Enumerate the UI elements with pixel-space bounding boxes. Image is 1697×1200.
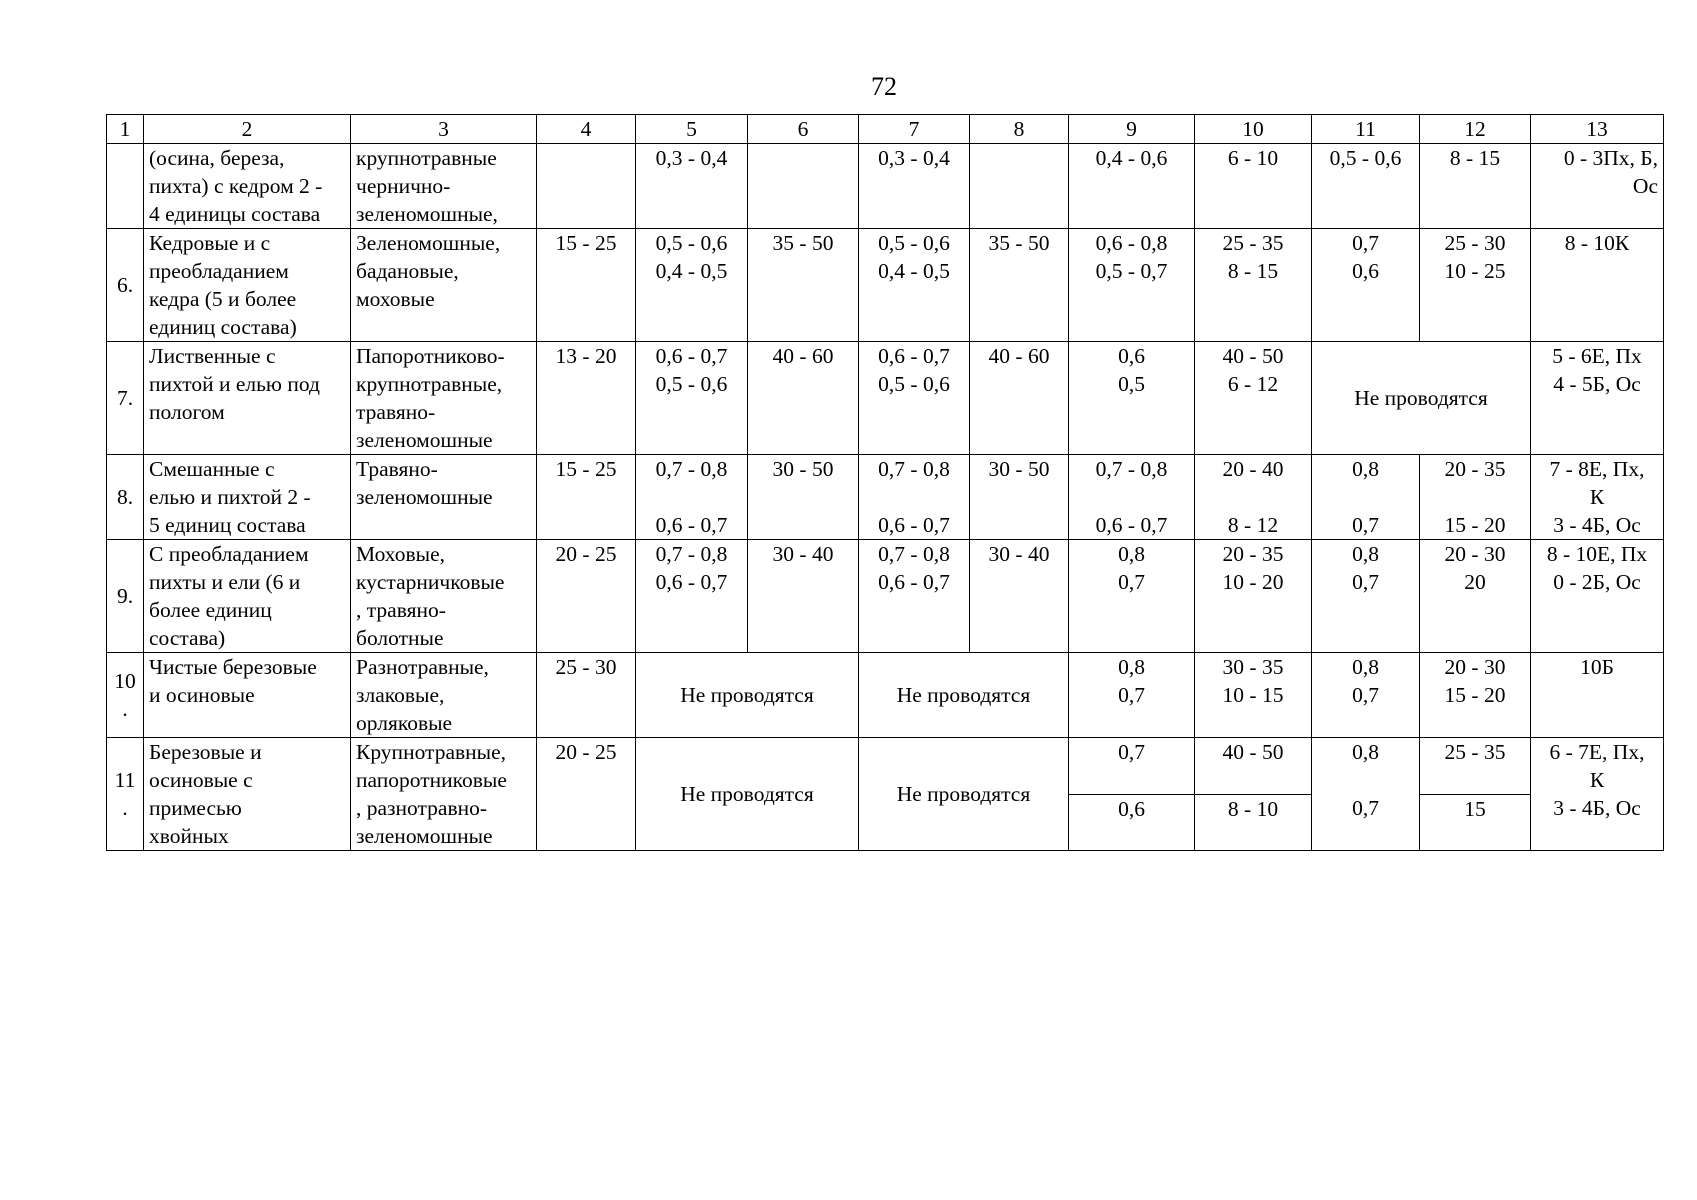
value-cell: 13 - 20 bbox=[537, 342, 636, 455]
value-cell: 0,8 0,7 bbox=[1312, 738, 1420, 851]
composition-cell: 6 - 7Е, Пх, К 3 - 4Б, Ос bbox=[1531, 738, 1664, 851]
value-cell: 0,8 0,7 bbox=[1312, 653, 1420, 738]
table-row bbox=[107, 653, 1664, 738]
not-conducted-cell: Не проводятся bbox=[636, 738, 859, 851]
value-cell: 25 - 35 8 - 15 bbox=[1195, 229, 1312, 342]
not-conducted-cell: Не проводятся bbox=[636, 653, 859, 738]
row-number: 10 . bbox=[107, 653, 144, 738]
value-cell bbox=[537, 144, 636, 229]
table-row bbox=[107, 455, 1664, 540]
header-cell: 12 bbox=[1420, 115, 1531, 144]
forest-table bbox=[106, 114, 1664, 851]
value-cell: 0,8 0,7 bbox=[1312, 540, 1420, 653]
header-cell: 10 bbox=[1195, 115, 1312, 144]
composition-cell: 8 - 10К bbox=[1531, 229, 1664, 342]
value-cell: 20 - 40 8 - 12 bbox=[1195, 455, 1312, 540]
value-cell: 0,6 0,5 bbox=[1069, 342, 1195, 455]
value-cell: 0,7 - 0,8 0,6 - 0,7 bbox=[859, 540, 970, 653]
header-cell: 9 bbox=[1069, 115, 1195, 144]
value-cell bbox=[970, 144, 1069, 229]
stand-type-cell: Лиственные с пихтой и елью под пологом bbox=[144, 342, 351, 455]
forest-type-cell: Разнотравные, злаковые, орляковые bbox=[351, 653, 537, 738]
value-cell: 20 - 35 15 - 20 bbox=[1420, 455, 1531, 540]
not-conducted-cell: Не проводятся bbox=[1312, 342, 1531, 455]
value-cell: 25 - 35 bbox=[1420, 738, 1531, 795]
value-cell: 35 - 50 bbox=[970, 229, 1069, 342]
value-cell: 0,3 - 0,4 bbox=[859, 144, 970, 229]
value-cell: 30 - 50 bbox=[970, 455, 1069, 540]
value-cell: 15 - 25 bbox=[537, 229, 636, 342]
table-row bbox=[107, 738, 1664, 795]
table-row bbox=[107, 144, 1664, 229]
value-cell: 0,6 - 0,7 0,5 - 0,6 bbox=[859, 342, 970, 455]
value-cell: 25 - 30 10 - 25 bbox=[1420, 229, 1531, 342]
forest-type-cell: Крупнотравные, папоротниковые , разнотравно- зеленомошные bbox=[351, 738, 537, 851]
value-cell: 0,5 - 0,6 0,4 - 0,5 bbox=[636, 229, 748, 342]
value-cell: 8 - 10 bbox=[1195, 795, 1312, 851]
forest-type-cell: Зеленомошные, бадановые, моховые bbox=[351, 229, 537, 342]
value-cell: 30 - 35 10 - 15 bbox=[1195, 653, 1312, 738]
header-cell: 13 bbox=[1531, 115, 1664, 144]
header-cell: 4 bbox=[537, 115, 636, 144]
value-cell: 40 - 60 bbox=[748, 342, 859, 455]
value-cell: 20 - 25 bbox=[537, 738, 636, 851]
value-cell: 35 - 50 bbox=[748, 229, 859, 342]
stand-type-cell: Березовые и осиновые с примесью хвойных bbox=[144, 738, 351, 851]
value-cell: 0,8 0,7 bbox=[1069, 540, 1195, 653]
composition-cell: 10Б bbox=[1531, 653, 1664, 738]
header-row bbox=[107, 115, 1664, 144]
value-cell: 0,6 - 0,8 0,5 - 0,7 bbox=[1069, 229, 1195, 342]
value-cell: 0,7 0,6 bbox=[1312, 229, 1420, 342]
value-cell: 30 - 40 bbox=[970, 540, 1069, 653]
value-cell: 20 - 30 15 - 20 bbox=[1420, 653, 1531, 738]
header-cell: 2 bbox=[144, 115, 351, 144]
value-cell: 25 - 30 bbox=[537, 653, 636, 738]
value-cell: 8 - 15 bbox=[1420, 144, 1531, 229]
value-cell: 0,4 - 0,6 bbox=[1069, 144, 1195, 229]
value-cell: 0,6 - 0,7 0,5 - 0,6 bbox=[636, 342, 748, 455]
forest-type-cell: Травяно- зеленомошные bbox=[351, 455, 537, 540]
value-cell: 20 - 30 20 bbox=[1420, 540, 1531, 653]
stand-type-cell: Чистые березовые и осиновые bbox=[144, 653, 351, 738]
composition-cell: 7 - 8Е, Пх, К 3 - 4Б, Ос bbox=[1531, 455, 1664, 540]
stand-type-cell: (осина, береза, пихта) с кедром 2 - 4 единицы состава bbox=[144, 144, 351, 229]
composition-cell: 8 - 10Е, Пх 0 - 2Б, Ос bbox=[1531, 540, 1664, 653]
row-number: 9. bbox=[107, 540, 144, 653]
value-cell: 0,6 bbox=[1069, 795, 1195, 851]
value-cell: 40 - 50 6 - 12 bbox=[1195, 342, 1312, 455]
value-cell: 0,7 - 0,8 0,6 - 0,7 bbox=[636, 455, 748, 540]
composition-cell: 0 - 3Пх, Б, Ос bbox=[1531, 144, 1664, 229]
value-cell: 0,7 - 0,8 0,6 - 0,7 bbox=[1069, 455, 1195, 540]
not-conducted-cell: Не проводятся bbox=[859, 738, 1069, 851]
table-row bbox=[107, 540, 1664, 653]
composition-cell: 5 - 6Е, Пх 4 - 5Б, Ос bbox=[1531, 342, 1664, 455]
stand-type-cell: Смешанные с елью и пихтой 2 - 5 единиц состава bbox=[144, 455, 351, 540]
value-cell: 20 - 25 bbox=[537, 540, 636, 653]
value-cell: 0,8 0,7 bbox=[1312, 455, 1420, 540]
table-row bbox=[107, 342, 1664, 455]
row-number bbox=[107, 144, 144, 229]
stand-type-cell: С преобладанием пихты и ели (6 и более единиц состава) bbox=[144, 540, 351, 653]
value-cell: 20 - 35 10 - 20 bbox=[1195, 540, 1312, 653]
value-cell: 0,7 - 0,8 0,6 - 0,7 bbox=[859, 455, 970, 540]
value-cell: 30 - 40 bbox=[748, 540, 859, 653]
value-cell: 0,5 - 0,6 0,4 - 0,5 bbox=[859, 229, 970, 342]
header-cell: 6 bbox=[748, 115, 859, 144]
header-cell: 5 bbox=[636, 115, 748, 144]
header-cell: 7 bbox=[859, 115, 970, 144]
page-number: 72 bbox=[871, 72, 897, 101]
value-cell: 30 - 50 bbox=[748, 455, 859, 540]
value-cell: 6 - 10 bbox=[1195, 144, 1312, 229]
value-cell: 0,7 - 0,8 0,6 - 0,7 bbox=[636, 540, 748, 653]
header-cell: 8 bbox=[970, 115, 1069, 144]
not-conducted-cell: Не проводятся bbox=[859, 653, 1069, 738]
row-number: 7. bbox=[107, 342, 144, 455]
value-cell: 15 bbox=[1420, 795, 1531, 851]
value-cell: 0,5 - 0,6 bbox=[1312, 144, 1420, 229]
row-number: 6. bbox=[107, 229, 144, 342]
value-cell: 15 - 25 bbox=[537, 455, 636, 540]
row-number: 8. bbox=[107, 455, 144, 540]
forest-type-cell: Папоротниково- крупнотравные, травяно- зеленомошные bbox=[351, 342, 537, 455]
value-cell: 0,3 - 0,4 bbox=[636, 144, 748, 229]
row-number: 11 . bbox=[107, 738, 144, 851]
value-cell: 40 - 50 bbox=[1195, 738, 1312, 795]
header-cell: 1 bbox=[107, 115, 144, 144]
value-cell: 0,8 0,7 bbox=[1069, 653, 1195, 738]
value-cell bbox=[748, 144, 859, 229]
table-row bbox=[107, 229, 1664, 342]
value-cell: 0,7 bbox=[1069, 738, 1195, 795]
header-cell: 3 bbox=[351, 115, 537, 144]
forest-type-cell: крупнотравные чернично- зеленомошные, bbox=[351, 144, 537, 229]
value-cell: 40 - 60 bbox=[970, 342, 1069, 455]
header-cell: 11 bbox=[1312, 115, 1420, 144]
stand-type-cell: Кедровые и с преобладанием кедра (5 и более единиц состава) bbox=[144, 229, 351, 342]
forest-type-cell: Моховые, кустарничковые , травяно- болотные bbox=[351, 540, 537, 653]
